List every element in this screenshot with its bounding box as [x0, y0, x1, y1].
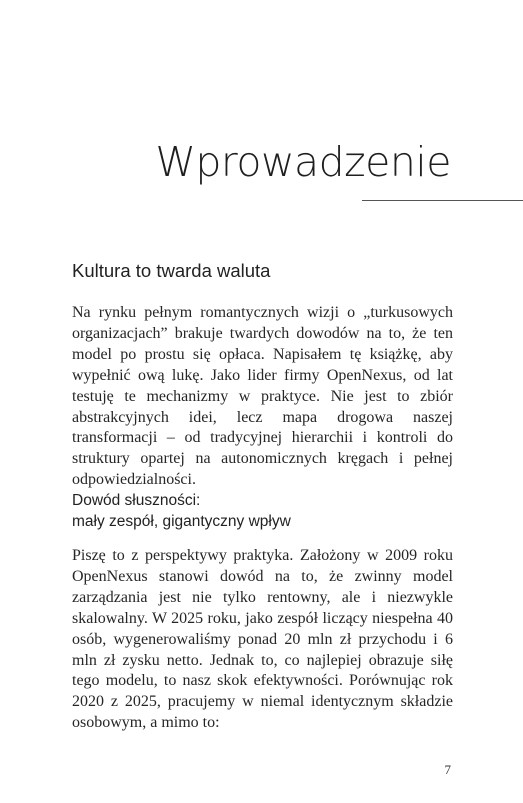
section-heading-proof-line2: mały zespół, gigantyczny wpływ — [72, 513, 291, 530]
section-heading-culture: Kultura to twarda waluta — [72, 260, 271, 281]
section-heading-proof — [72, 490, 291, 532]
paragraph-culture: Na rynku pełnym romantycznych wizji o „turkusowych organizacjach” brakuje twardych dowodów na to, że ten model po prostu się opłaca. Napisałem tę książkę, aby wypełnić ową lukę. Jako lider firmy OpenNexus, od lat testuję te mechanizmy w praktyce. Nie jest to zbiór abstrakcyjnych idei, lecz mapa drogowa naszej transformacji – od tradycyjnej hierarchii i kontroli do struktury opartej na autonomicznych kręgach i pełnej odpowiedzialności. — [72, 304, 453, 489]
page-number: 7 — [444, 762, 451, 777]
paragraph-proof: Piszę to z perspektywy praktyka. Założony w 2009 roku OpenNexus stanowi dowód na to, że zwinny model zarządzania jest nie tylko rentowny, ale i niezwykle skalowalny. W 2025 roku, jako zespół liczący niespełna 40 osób, wygenerowaliśmy ponad 20 mln zł przychodu i 6 mln zł zysku netto. Jednak to, co najlepiej obrazuje siłę tego modelu, to nasz skok efektywności. Porównując rok 2020 z 2025, pracujemy w niemal identycznym składzie osobowym, a mimo to: — [72, 547, 453, 732]
chapter-title: Wprowadzenie — [155, 138, 451, 186]
title-underline-rule — [362, 200, 523, 201]
section-heading-proof-line1: Dowód słuszności: — [72, 492, 201, 509]
